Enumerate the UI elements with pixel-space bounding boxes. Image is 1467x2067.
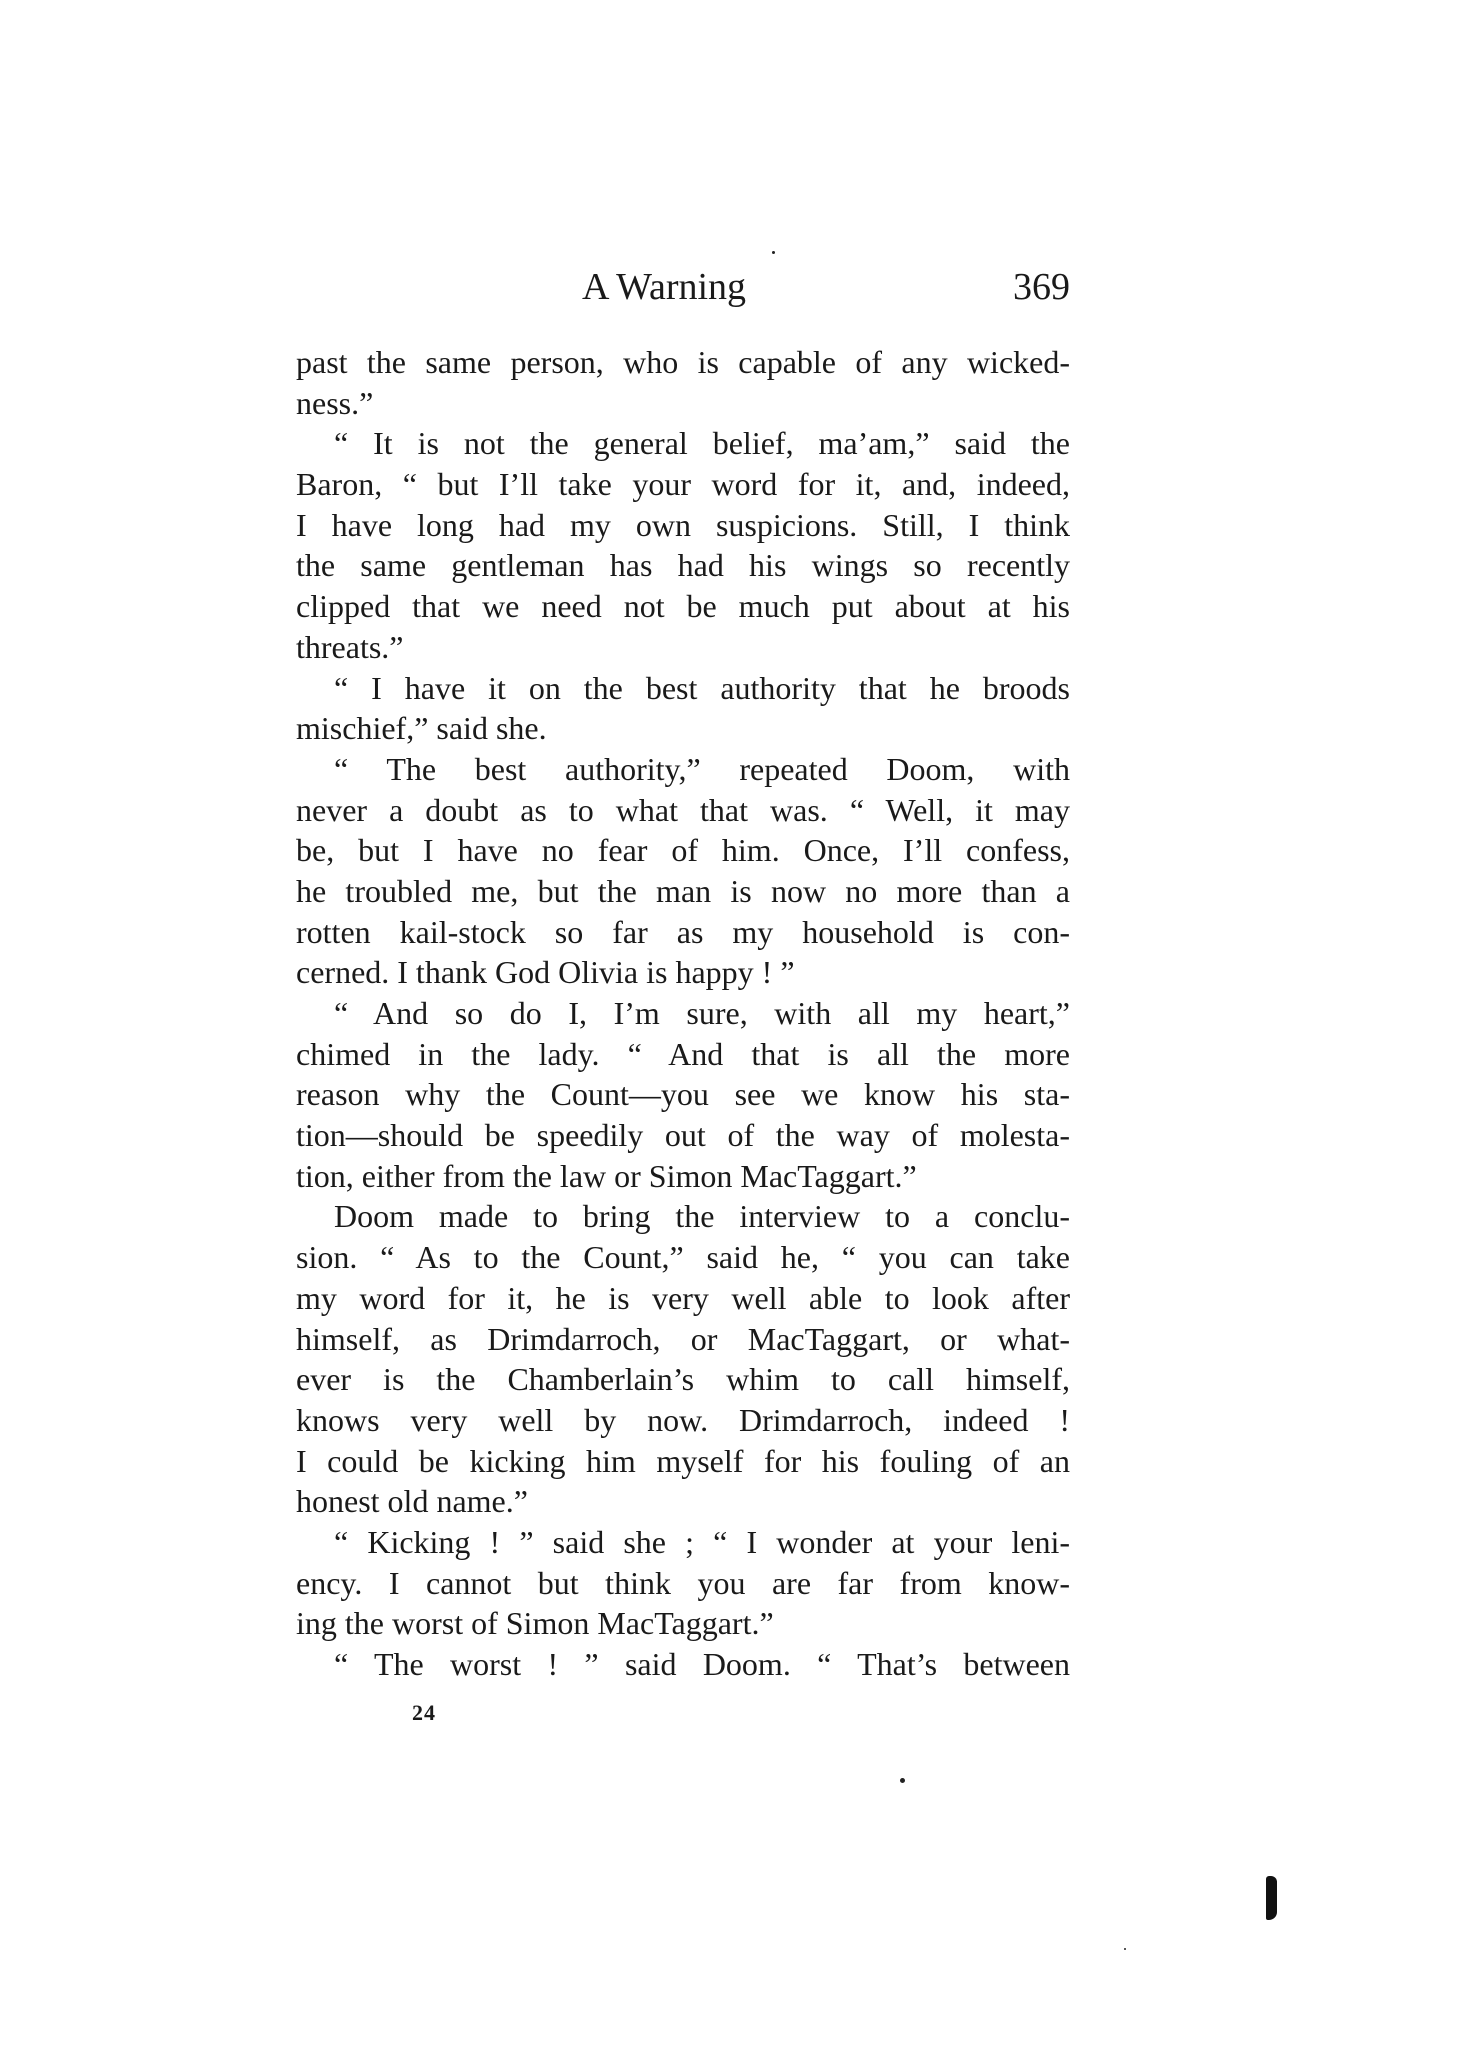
text-line: cerned. I thank God Olivia is happy ! ” [296,954,795,991]
text-line: “ Kicking ! ” said she ; “ I wonder at your leni- [334,1523,1070,1560]
text-line: tion, either from the law or Simon MacTaggart.” [296,1157,917,1194]
text-line: I have long had my own suspicions. Still, I think [296,506,1070,543]
text-line: tion—should be speedily out of the way of molesta- [296,1117,1070,1154]
text-line: be, but I have no fear of him. Once, I’ll confess, [296,832,1070,869]
text-line: “ It is not the general belief, ma’am,” said the [334,425,1070,462]
text-line: clipped that we need not be much put about at his [296,588,1070,625]
text-line: mischief,” said she. [296,710,547,747]
text-line: chimed in the lady. “ And that is all the more [296,1035,1070,1072]
page-number: 369 [1013,266,1070,308]
text-line: my word for it, he is very well able to look after [296,1279,1070,1316]
text-line: Doom made to bring the interview to a conclu- [334,1198,1070,1235]
text-line: knows very well by now. Drimdarroch, indeed ! [296,1401,1070,1438]
text-line: “ I have it on the best authority that he broods [334,669,1070,706]
text-line: reason why the Count—you see we know his sta- [296,1076,1070,1113]
text-line: ing the worst of Simon MacTaggart.” [296,1605,774,1642]
text-line: Baron, “ but I’ll take your word for it, and, indeed, [296,466,1070,503]
ink-speck [900,1778,905,1783]
text-line: threats.” [296,628,404,665]
text-line: “ The worst ! ” said Doom. “ That’s between [334,1646,1070,1682]
text-line: he troubled me, but the man is now no more than a [296,872,1070,909]
text-line: sion. “ As to the Count,” said he, “ you can take [296,1239,1070,1276]
text-line: rotten kail-stock so far as my household is con- [296,913,1070,950]
chapter-title: A Warning [582,266,747,308]
text-line: ness.” [296,384,374,421]
text-line: “ The best authority,” repeated Doom, with [334,750,1070,787]
text-line: never a doubt as to what that was. “ Well, it may [296,791,1070,828]
ink-speck [1124,1948,1126,1950]
text-line: I could be kicking him myself for his fouling of an [296,1442,1070,1479]
signature-mark: 24 [412,1700,436,1725]
text-line: past the same person, who is capable of any wicked- [296,344,1070,380]
text-line: ever is the Chamberlain’s whim to call himself, [296,1361,1070,1398]
running-head [296,262,1070,322]
text-line: himself, as Drimdarroch, or MacTaggart, or what- [296,1320,1070,1357]
text-line: ency. I cannot but think you are far from know- [296,1564,1070,1601]
text-line: “ And so do I, I’m sure, with all my heart,” [334,995,1070,1031]
page-edge-mark [1266,1876,1277,1920]
text-line: honest old name.” [296,1483,528,1520]
text-line: the same gentleman has had his wings so recently [296,547,1070,584]
ink-speck [772,251,775,254]
body-text [296,342,1070,1685]
